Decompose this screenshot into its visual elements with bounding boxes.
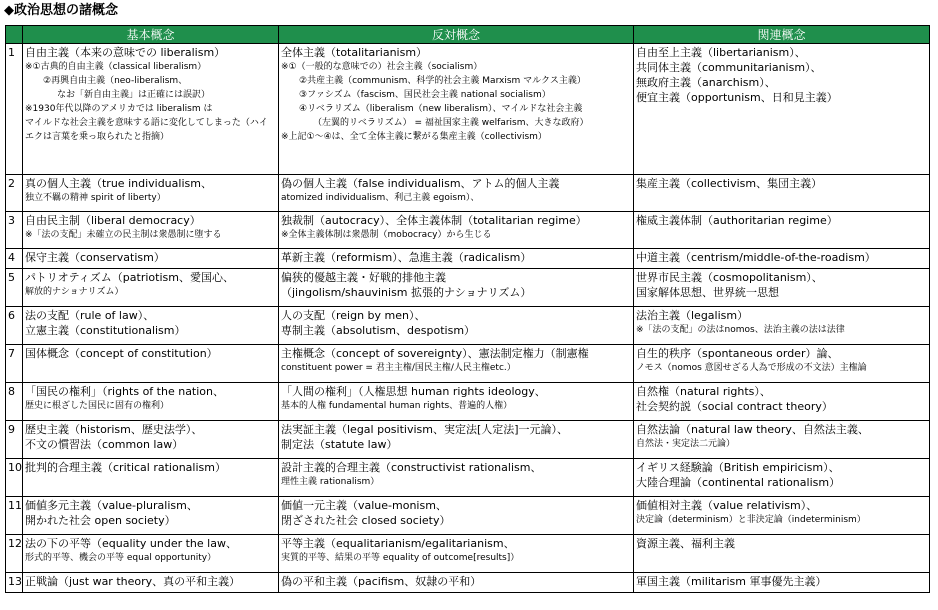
row-number: 13 (6, 573, 23, 593)
cell-line: マイルドな社会主義を意味する語に変化してしまった（ハイエクは言葉を乗っ取られたと指摘） (25, 118, 268, 142)
row-number: 7 (6, 345, 23, 383)
opposite-cell (279, 307, 634, 345)
basic-cell (23, 307, 279, 345)
cell-line: 形式的平等、機会の平等 equal opportunity） (25, 553, 217, 563)
table-row (6, 497, 930, 535)
cell-line: 正戦論（just war theory、真の平和主義） (25, 575, 241, 588)
cell-line: 不文の慣習法（common law） (25, 438, 184, 451)
basic-cell (23, 249, 279, 269)
row-number: 11 (6, 497, 23, 535)
cell-line: ※「法の支配」未確立の民主制は衆愚制に堕する (25, 230, 222, 240)
cell-line: 無政府主義（anarchism）、 (636, 76, 776, 89)
basic-cell (23, 497, 279, 535)
cell-line: 便宜主義（opportunism、日和見主義） (636, 91, 838, 104)
row-number: 6 (6, 307, 23, 345)
cell-line: 立憲主義（constitutionalism） (25, 324, 186, 337)
basic-cell (23, 212, 279, 249)
row-number: 12 (6, 535, 23, 573)
cell-line: 集産主義（collectivism、集団主義） (636, 177, 823, 190)
opposite-cell (279, 175, 634, 212)
cell-line: 理性主義 rationalism） (281, 477, 380, 487)
cell-line: 価値一元主義（value-monism、 (281, 499, 447, 512)
row-number: 10 (6, 459, 23, 497)
opposite-cell (279, 497, 634, 535)
cell-line: ※1930年代以降のアメリカでは liberalism は (25, 104, 213, 114)
related-cell (634, 383, 930, 421)
row-number: 5 (6, 269, 23, 307)
cell-line: 人の支配（reign by men）、 (281, 309, 426, 322)
cell-line: 革新主義（reformism）、急進主義（radicalism） (281, 251, 532, 264)
cell-line: 自由至上主義（libertarianism）、 (636, 46, 806, 59)
cell-line: 大陸合理論（continental rationalism） (636, 476, 841, 489)
table-row (6, 383, 930, 421)
cell-line: 制定法（statute law） (281, 438, 398, 451)
header-basic: 基本概念 (23, 26, 279, 44)
related-cell (634, 212, 930, 249)
cell-line: 国家解体思想、世界統一思想 (636, 286, 779, 299)
table-row (6, 345, 930, 383)
basic-cell (23, 535, 279, 573)
cell-line: ②再興自由主義（neo-liberalism、 (43, 76, 188, 86)
row-number: 3 (6, 212, 23, 249)
basic-cell (23, 383, 279, 421)
table-row (6, 307, 930, 345)
page-title: ◆政治思想の諸概念 (4, 3, 118, 18)
cell-line: 自然法論（natural law theory、自然法主義、 (636, 423, 869, 436)
opposite-cell (279, 421, 634, 459)
cell-line: 社会契約説（social contract theory） (636, 400, 833, 413)
cell-line: 法実証主義（legal positivism、実定法[人定法]一元論）、 (281, 423, 569, 436)
cell-line: 解放的ナショナリズム） (25, 287, 124, 297)
cell-line: 自生的秩序（spontaneous order）論、 (636, 347, 839, 360)
cell-line: ④リベラリズム（liberalism（new liberalism）、マイルドな社会主義 (299, 104, 583, 114)
cell-line: 権威主義体制（authoritarian regime） (636, 214, 838, 227)
cell-line: ②共産主義（communism、科学的社会主義 Marxism マルクス主義） (299, 76, 586, 86)
cell-line: 自然法・実定法二元論） (636, 439, 736, 449)
related-cell (634, 421, 930, 459)
cell-line: constituent power = 君主主権/国民主権/人民主権etc.） (281, 363, 516, 373)
related-cell (634, 249, 930, 269)
cell-line: 批判的合理主義（critical rationalism） (25, 461, 226, 474)
related-cell (634, 535, 930, 573)
opposite-cell (279, 269, 634, 307)
cell-line: 全体主義（totalitarianism） (281, 46, 428, 59)
related-cell (634, 459, 930, 497)
cell-line: 開かれた社会 open society） (25, 514, 176, 527)
cell-line: （左翼的リベラリズム） = 福祉国家主義 welfarism、大きな政府） (313, 118, 589, 128)
related-cell (634, 573, 930, 593)
basic-cell (23, 345, 279, 383)
cell-line: 世界市民主義（cosmopolitanism）、 (636, 271, 823, 284)
opposite-cell (279, 345, 634, 383)
row-number: 1 (6, 44, 23, 175)
cell-line: 法の下の平等（equality under the law、 (25, 537, 237, 550)
cell-line: 偽の平和主義（pacifism、奴隷の平和） (281, 575, 482, 588)
cell-line: ※上記①～④は、全て全体主義に繋がる集産主義（collectivism） (281, 132, 547, 142)
basic-cell (23, 421, 279, 459)
cell-line: 平等主義（equalitarianism/egalitarianism、 (281, 537, 515, 550)
row-number: 9 (6, 421, 23, 459)
cell-line: atomized individualism、利己主義 egoism）、 (281, 193, 480, 203)
cell-line: 「国民の権利」（rights of the nation、 (25, 385, 225, 398)
cell-line: 偏狭的優越主義・好戦的排他主義 (281, 271, 446, 284)
cell-line: 設計主義的合理主義（constructivist rationalism、 (281, 461, 542, 474)
basic-cell (23, 269, 279, 307)
row-number: 8 (6, 383, 23, 421)
cell-line: なお「新自由主義」は正確には誤訳） (57, 90, 211, 100)
table-row (6, 212, 930, 249)
cell-line: イギリス経験論（British empiricism）、 (636, 461, 840, 474)
cell-line: 「人間の権利」（人権思想 human rights ideology、 (281, 385, 546, 398)
related-cell (634, 307, 930, 345)
header-related: 関連概念 (634, 26, 930, 44)
table-row (6, 573, 930, 593)
table-row (6, 175, 930, 212)
related-cell (634, 44, 930, 175)
cell-line: 決定論（determinism）と非決定論（indeterminism） (636, 515, 866, 525)
cell-line: 閉ざされた社会 closed society） (281, 514, 451, 527)
table-row (6, 535, 930, 573)
table-row (6, 459, 930, 497)
table-row (6, 269, 930, 307)
cell-line: 国体概念（concept of constitution） (25, 347, 218, 360)
cell-line: 資源主義、福利主義 (636, 537, 735, 550)
cell-line: 自由主義（本来の意味での liberalism） (25, 46, 226, 59)
cell-line: 中道主義（centrism/middle-of-the-roadism） (636, 251, 876, 264)
related-cell (634, 175, 930, 212)
row-number: 2 (6, 175, 23, 212)
cell-line: 自由民主制（liberal democracy） (25, 214, 201, 227)
opposite-cell (279, 535, 634, 573)
table-row (6, 249, 930, 269)
cell-line: 独立不羈の精神 spirit of liberty） (25, 193, 166, 203)
cell-line: 専制主義（absolutism、despotism） (281, 324, 476, 337)
cell-line: 独裁制（autocracy）、全体主義体制（totalitarian regime） (281, 214, 587, 227)
cell-line: 価値相対主義（value relativism）、 (636, 499, 818, 512)
cell-line: 法治主義（legalism） (636, 309, 749, 322)
cell-line: 法の支配（rule of law）、 (25, 309, 155, 322)
related-cell (634, 345, 930, 383)
basic-cell (23, 573, 279, 593)
opposite-cell (279, 212, 634, 249)
related-cell (634, 269, 930, 307)
cell-line: ノモス（nomos 意図せざる人為で形成の不文法）主権論 (636, 363, 867, 373)
basic-cell (23, 175, 279, 212)
cell-line: 共同体主義（communitarianism）、 (636, 61, 822, 74)
basic-cell (23, 44, 279, 175)
cell-line: ※①古典的自由主義（classical liberalism） (25, 62, 207, 72)
concept-table (5, 25, 930, 593)
cell-line: （jingolism/shauvinism 拡張的ナショナリズム） (281, 286, 532, 299)
opposite-cell (279, 573, 634, 593)
cell-line: ※①（一般的な意味での）社会主義（socialism） (281, 62, 483, 72)
cell-line: 真の個人主義（true individualism、 (25, 177, 212, 190)
header-row (6, 26, 930, 44)
opposite-cell (279, 44, 634, 175)
cell-line: 軍国主義（militarism 軍事優先主義） (636, 575, 827, 588)
basic-cell (23, 459, 279, 497)
cell-line: 主権概念（concept of sovereignty）、憲法制定権力（制憲権 (281, 347, 589, 360)
cell-line: ③ファシズム（fascism、国民社会主義 national socialism） (299, 90, 551, 100)
cell-line: ※「法の支配」の法はnomos、法治主義の法は法律 (636, 325, 845, 335)
related-cell (634, 497, 930, 535)
cell-line: パトリオティズム（patriotism、愛国心、 (25, 271, 234, 284)
header-opposite: 反対概念 (279, 26, 634, 44)
cell-line: 偽の個人主義（false individualism、アトム的個人主義 (281, 177, 560, 190)
cell-line: 歴史主義（historism、歴史法学）、 (25, 423, 203, 436)
cell-line: 価値多元主義（value-pluralism、 (25, 499, 198, 512)
cell-line: 実質的平等、結果の平等 equality of outcome[results]） (281, 553, 520, 563)
table-row (6, 421, 930, 459)
cell-line: 基本的人権 fundamental human rights、普遍的人権） (281, 401, 513, 411)
cell-line: 自然権（natural rights）、 (636, 385, 771, 398)
cell-line: 歴史に根ざした国民に固有の権利） (25, 401, 170, 411)
cell-line: 保守主義（conservatism） (25, 251, 165, 264)
opposite-cell (279, 249, 634, 269)
header-num (6, 26, 23, 44)
cell-line: ※全体主義体制は衆愚制（mobocracy）から生じる (281, 230, 492, 240)
table-row (6, 44, 930, 175)
row-number: 4 (6, 249, 23, 269)
opposite-cell (279, 383, 634, 421)
opposite-cell (279, 459, 634, 497)
